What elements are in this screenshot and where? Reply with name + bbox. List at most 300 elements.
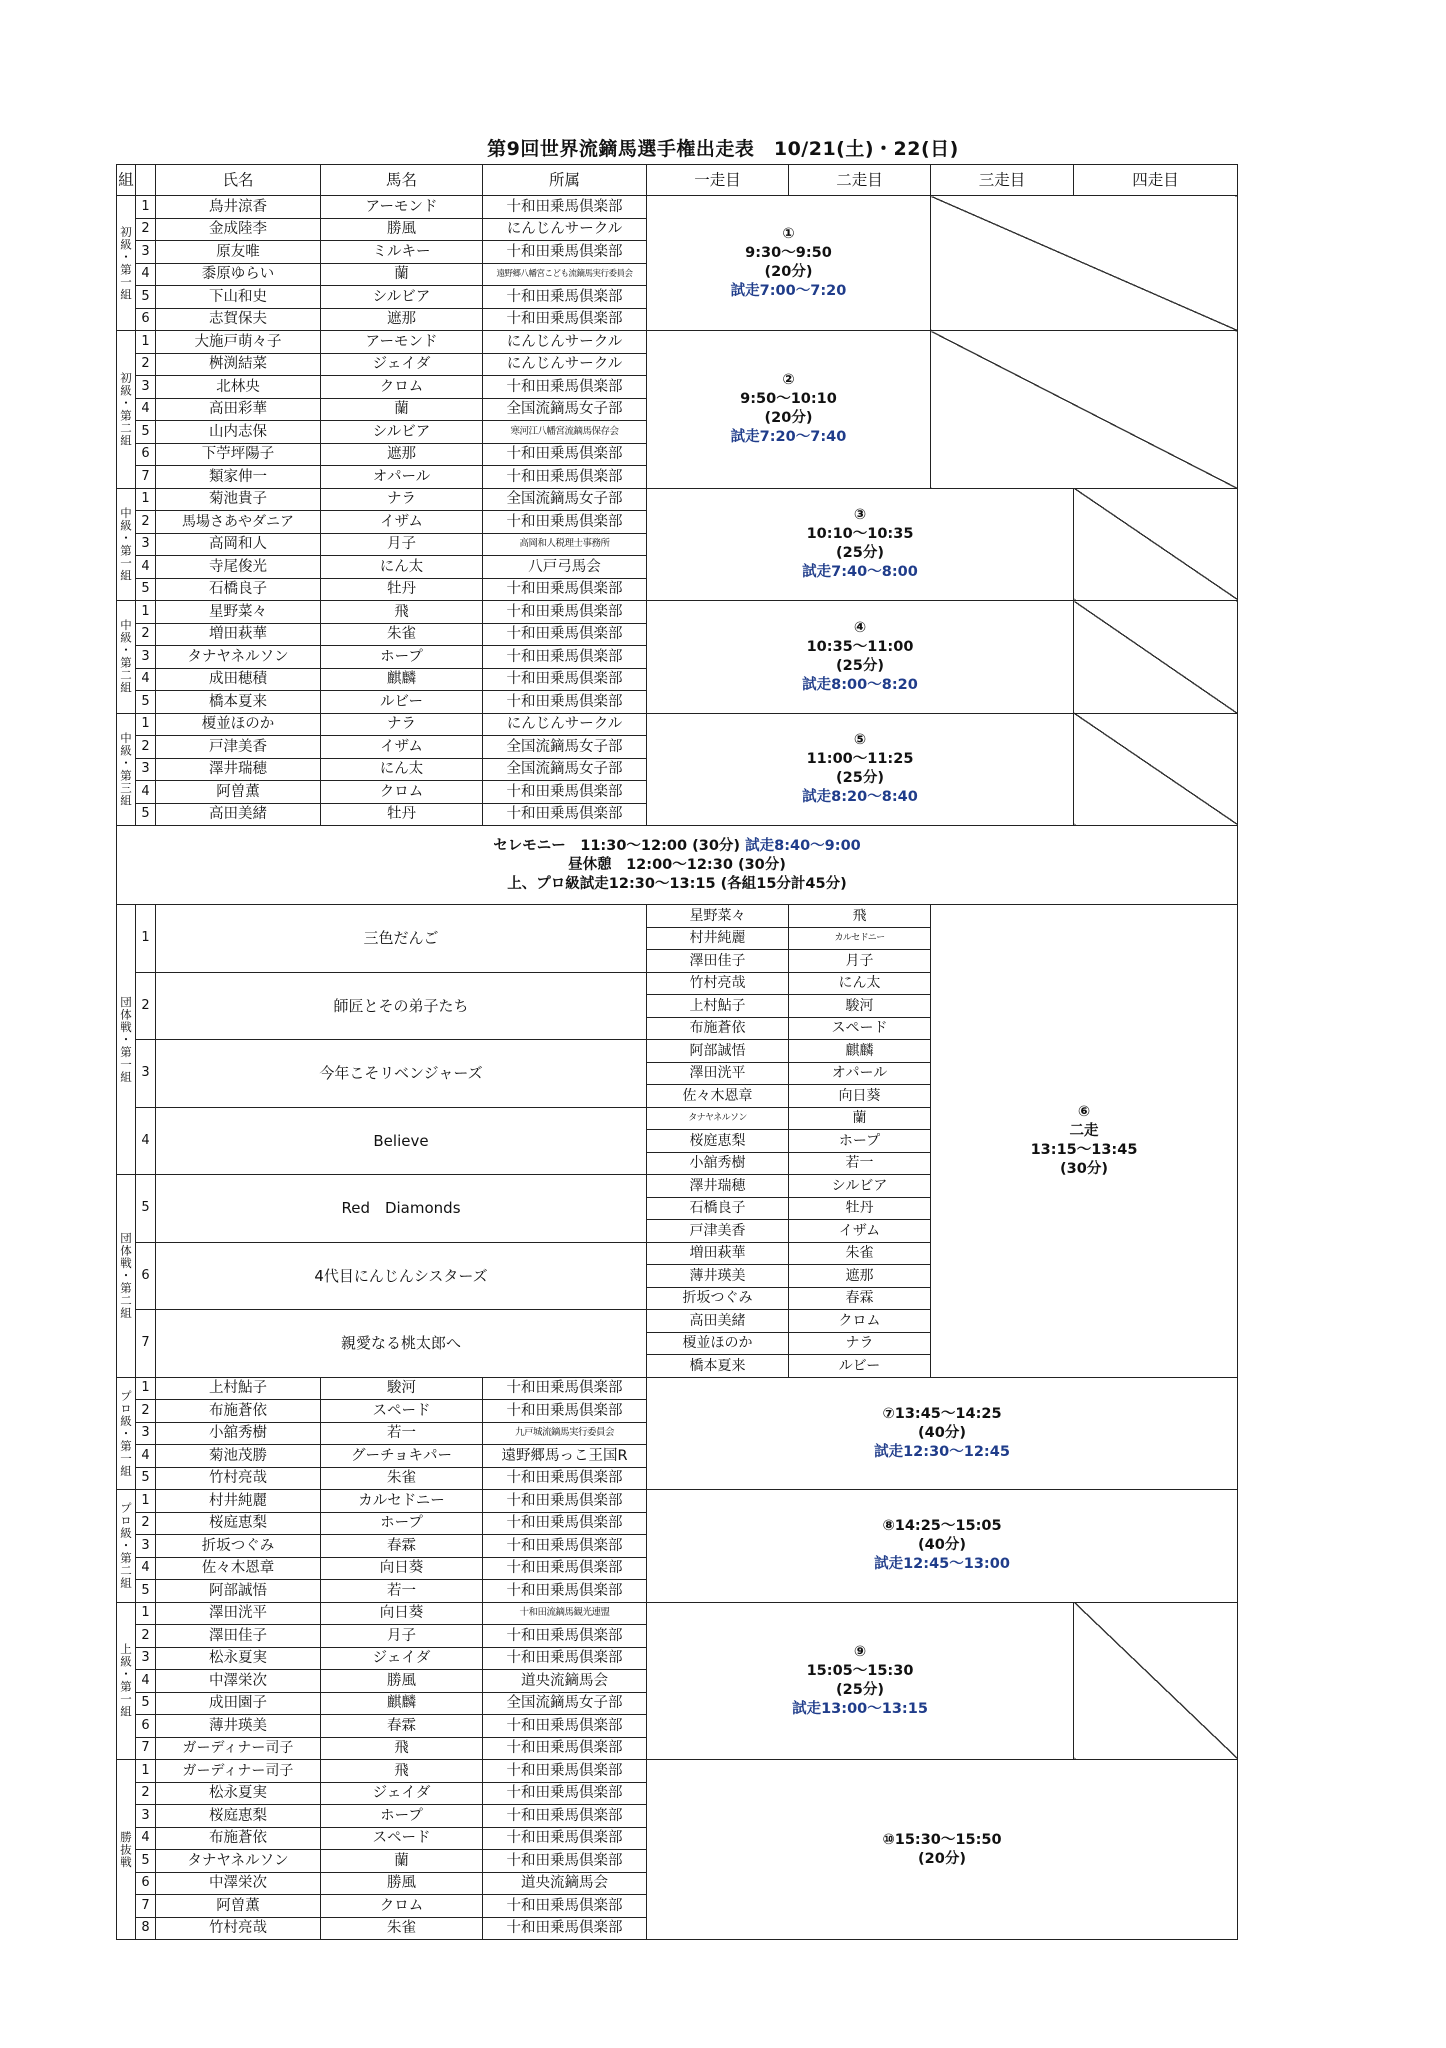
run-time: 15:05～15:30 bbox=[806, 1662, 914, 1679]
member-horse: シルビア bbox=[789, 1175, 931, 1198]
club-name: 十和田乗馬倶楽部 bbox=[483, 1535, 647, 1558]
member-horse: イザム bbox=[789, 1220, 931, 1243]
rider-name: ガーディナー司子 bbox=[156, 1760, 321, 1783]
rider-name: 黍原ゆらい bbox=[156, 263, 321, 286]
horse-name: 春霖 bbox=[321, 1715, 483, 1738]
rider-number: 2 bbox=[136, 1400, 156, 1423]
run-time: 13:15～13:45 bbox=[1030, 1141, 1138, 1158]
rider-number: 5 bbox=[136, 421, 156, 444]
rider-number: 2 bbox=[136, 218, 156, 241]
club-name: 十和田乗馬倶楽部 bbox=[483, 511, 647, 534]
club-name: 十和田乗馬倶楽部 bbox=[483, 803, 647, 826]
horse-name: にん太 bbox=[321, 758, 483, 781]
team-number: 3 bbox=[136, 1040, 156, 1108]
club-name: 十和田乗馬倶楽部 bbox=[483, 1467, 647, 1490]
horse-name: カルセドニー bbox=[321, 1490, 483, 1513]
rider-name: 竹村亮哉 bbox=[156, 1917, 321, 1940]
horse-name: 牡丹 bbox=[321, 803, 483, 826]
rider-name: 布施蒼依 bbox=[156, 1400, 321, 1423]
rider-name: 北林央 bbox=[156, 376, 321, 399]
rider-name: 澤田洸平 bbox=[156, 1602, 321, 1625]
horse-name: ホープ bbox=[321, 646, 483, 669]
table-row bbox=[117, 196, 1238, 219]
horse-name: 麒麟 bbox=[321, 668, 483, 691]
rider-name: 増田萩華 bbox=[156, 623, 321, 646]
rider-name: 菊池貴子 bbox=[156, 488, 321, 511]
member-horse: オパール bbox=[789, 1062, 931, 1085]
rider-number: 3 bbox=[136, 1805, 156, 1828]
rider-number: 2 bbox=[136, 511, 156, 534]
run-time: 10:10～10:35 bbox=[806, 526, 914, 543]
club-name: 十和田乗馬倶楽部 bbox=[483, 286, 647, 309]
horse-name: 麒麟 bbox=[321, 1692, 483, 1715]
run-time: ⑦13:45～14:25 bbox=[882, 1405, 1002, 1422]
club-name: 十和田乗馬倶楽部 bbox=[483, 578, 647, 601]
ceremony-cell bbox=[117, 826, 1238, 905]
horse-name: ナラ bbox=[321, 488, 483, 511]
member-name: 阿部誠悟 bbox=[647, 1040, 789, 1063]
horse-name: 飛 bbox=[321, 601, 483, 624]
club-name: 十和田乗馬倶楽部 bbox=[483, 376, 647, 399]
rider-number: 2 bbox=[136, 1782, 156, 1805]
run-time: ⑩15:30～15:50 bbox=[882, 1831, 1002, 1848]
rider-number: 4 bbox=[136, 668, 156, 691]
rider-number: 1 bbox=[136, 713, 156, 736]
member-name: 佐々木恩章 bbox=[647, 1085, 789, 1108]
rider-name: 松永夏実 bbox=[156, 1647, 321, 1670]
run-time: 9:30～9:50 bbox=[745, 245, 832, 261]
member-horse: ホープ bbox=[789, 1130, 931, 1153]
horse-name: シルビア bbox=[321, 421, 483, 444]
table-row bbox=[117, 601, 1238, 624]
member-name: 橋本夏来 bbox=[647, 1355, 789, 1378]
club-name: 遠野郷馬っこ王国R bbox=[483, 1445, 647, 1468]
table-row bbox=[117, 1377, 1238, 1400]
club-name: 十和田乗馬倶楽部 bbox=[483, 601, 647, 624]
rider-number: 6 bbox=[136, 308, 156, 331]
run-slot bbox=[647, 1602, 1074, 1760]
rider-name: 鳥井涼香 bbox=[156, 196, 321, 219]
member-name: 折坂つぐみ bbox=[647, 1287, 789, 1310]
club-name: 十和田乗馬倶楽部 bbox=[483, 691, 647, 714]
run-duration: (40分) bbox=[918, 1537, 966, 1554]
club-name: 十和田乗馬倶楽部 bbox=[483, 1580, 647, 1603]
horse-name: ジェイダ bbox=[321, 1782, 483, 1805]
member-name: 高田美緒 bbox=[647, 1310, 789, 1333]
rider-name: 竹村亮哉 bbox=[156, 1467, 321, 1490]
group-label: 初級・第二組 bbox=[117, 331, 136, 489]
rider-name: 高田美緒 bbox=[156, 803, 321, 826]
team-name: 三色だんご bbox=[156, 905, 647, 973]
lunch-break: 昼休憩 12:00～12:30 (30分) bbox=[568, 856, 786, 873]
rider-name: 松永夏実 bbox=[156, 1782, 321, 1805]
horse-name: シルビア bbox=[321, 286, 483, 309]
rider-number: 1 bbox=[136, 601, 156, 624]
rider-name: 桝渕結菜 bbox=[156, 353, 321, 376]
horse-name: スペード bbox=[321, 1827, 483, 1850]
horse-name: 向日葵 bbox=[321, 1602, 483, 1625]
member-horse: 遮那 bbox=[789, 1265, 931, 1288]
rider-number: 7 bbox=[136, 1895, 156, 1918]
club-name: 十和田乗馬倶楽部 bbox=[483, 646, 647, 669]
club-name: 十和田流鏑馬観光連盟 bbox=[483, 1602, 647, 1625]
team-name: Believe bbox=[156, 1107, 647, 1175]
horse-name: 朱雀 bbox=[321, 1467, 483, 1490]
horse-name: オパール bbox=[321, 466, 483, 489]
run-time: ⑧14:25～15:05 bbox=[882, 1518, 1002, 1535]
member-horse: 向日葵 bbox=[789, 1085, 931, 1108]
run-number: ⑨ bbox=[853, 1643, 867, 1660]
trial-time: 試走8:20～8:40 bbox=[802, 789, 918, 806]
member-name: 桜庭恵梨 bbox=[647, 1130, 789, 1153]
rider-number: 2 bbox=[136, 1512, 156, 1535]
run-number: ④ bbox=[853, 619, 867, 636]
rider-number: 5 bbox=[136, 691, 156, 714]
club-name: にんじんサークル bbox=[483, 331, 647, 354]
rider-name: 桜庭恵梨 bbox=[156, 1805, 321, 1828]
ceremony-row bbox=[117, 826, 1238, 905]
run-slot bbox=[647, 196, 931, 331]
rider-number: 5 bbox=[136, 1850, 156, 1873]
club-name: 全国流鏑馬女子部 bbox=[483, 758, 647, 781]
rider-number: 3 bbox=[136, 376, 156, 399]
club-name: 十和田乗馬倶楽部 bbox=[483, 781, 647, 804]
horse-name: 若一 bbox=[321, 1422, 483, 1445]
member-name: 戸津美香 bbox=[647, 1220, 789, 1243]
club-name: 全国流鏑馬女子部 bbox=[483, 398, 647, 421]
team-row bbox=[117, 905, 1238, 928]
rider-number: 1 bbox=[136, 488, 156, 511]
horse-name: 朱雀 bbox=[321, 1917, 483, 1940]
run-time: 10:35～11:00 bbox=[806, 638, 914, 655]
horse-name: 月子 bbox=[321, 1625, 483, 1648]
rider-name: 成田穂積 bbox=[156, 668, 321, 691]
rider-name: 寺尾俊光 bbox=[156, 556, 321, 579]
rider-number: 2 bbox=[136, 1625, 156, 1648]
horse-name: にん太 bbox=[321, 556, 483, 579]
header-cell: 一走目 bbox=[647, 165, 789, 196]
header-cell: 馬名 bbox=[321, 165, 483, 196]
header-cell: 三走目 bbox=[931, 165, 1074, 196]
horse-name: 牡丹 bbox=[321, 578, 483, 601]
rider-number: 1 bbox=[136, 331, 156, 354]
rider-number: 1 bbox=[136, 1760, 156, 1783]
horse-name: 勝風 bbox=[321, 1872, 483, 1895]
rider-number: 3 bbox=[136, 533, 156, 556]
member-name: 布施蒼依 bbox=[647, 1017, 789, 1040]
header-cell bbox=[136, 165, 156, 196]
rider-number: 5 bbox=[136, 1692, 156, 1715]
horse-name: ルビー bbox=[321, 691, 483, 714]
team-number: 4 bbox=[136, 1107, 156, 1175]
member-name: 小舘秀樹 bbox=[647, 1152, 789, 1175]
club-name: 十和田乗馬倶楽部 bbox=[483, 1737, 647, 1760]
horse-name: スペード bbox=[321, 1400, 483, 1423]
rider-name: 澤田佳子 bbox=[156, 1625, 321, 1648]
team-number: 7 bbox=[136, 1310, 156, 1378]
club-name: 高岡和人税理士事務所 bbox=[483, 533, 647, 556]
member-horse: クロム bbox=[789, 1310, 931, 1333]
run-number: ⑥ bbox=[1077, 1103, 1091, 1120]
horse-name: 飛 bbox=[321, 1737, 483, 1760]
rider-number: 4 bbox=[136, 1445, 156, 1468]
rider-name: 佐々木恩章 bbox=[156, 1557, 321, 1580]
member-horse: カルセドニー bbox=[789, 927, 931, 950]
rider-number: 1 bbox=[136, 1602, 156, 1625]
horse-name: ナラ bbox=[321, 713, 483, 736]
table-row bbox=[117, 1602, 1238, 1625]
group-label: 団体戦・第一組 bbox=[117, 905, 136, 1175]
run-duration: (40分) bbox=[918, 1424, 966, 1441]
horse-name: 蘭 bbox=[321, 263, 483, 286]
member-horse: 若一 bbox=[789, 1152, 931, 1175]
run-duration: (30分) bbox=[1060, 1160, 1108, 1177]
member-horse: 月子 bbox=[789, 950, 931, 973]
club-name: 遠野郷八幡宮こども流鏑馬実行委員会 bbox=[483, 263, 647, 286]
club-name: 十和田乗馬倶楽部 bbox=[483, 1827, 647, 1850]
horse-name: クロム bbox=[321, 376, 483, 399]
run-number: ⑤ bbox=[853, 732, 867, 749]
header-row bbox=[117, 165, 1238, 196]
member-name: 澤田佳子 bbox=[647, 950, 789, 973]
club-name: 十和田乗馬倶楽部 bbox=[483, 1917, 647, 1940]
group-label: 中級・第一組 bbox=[117, 488, 136, 601]
run-number: ① bbox=[782, 226, 795, 242]
run-duration: (20分) bbox=[764, 264, 813, 280]
rider-name: タナヤネルソン bbox=[156, 646, 321, 669]
rider-number: 5 bbox=[136, 286, 156, 309]
table-row bbox=[117, 1490, 1238, 1513]
member-horse: ナラ bbox=[789, 1332, 931, 1355]
run-duration: (25分) bbox=[836, 770, 884, 787]
pro-trial-note: 上、プロ級試走12:30～13:15 (各組15分計45分) bbox=[507, 875, 847, 892]
club-name: 八戸弓馬会 bbox=[483, 556, 647, 579]
club-name: 十和田乗馬倶楽部 bbox=[483, 1760, 647, 1783]
member-horse: にん太 bbox=[789, 972, 931, 995]
rider-number: 1 bbox=[136, 196, 156, 219]
rider-number: 4 bbox=[136, 398, 156, 421]
member-horse: 蘭 bbox=[789, 1107, 931, 1130]
rider-name: 上村鮎子 bbox=[156, 1377, 321, 1400]
trial-time: 試走8:00～8:20 bbox=[802, 676, 918, 693]
rider-number: 2 bbox=[136, 353, 156, 376]
ceremony-trial: 試走8:40～9:00 bbox=[745, 837, 861, 854]
run-number: ② bbox=[782, 372, 795, 389]
rider-number: 3 bbox=[136, 1535, 156, 1558]
rider-name: 類家伸一 bbox=[156, 466, 321, 489]
club-name: 十和田乗馬倶楽部 bbox=[483, 1805, 647, 1828]
club-name: 十和田乗馬倶楽部 bbox=[483, 1647, 647, 1670]
run-time: 9:50～10:10 bbox=[740, 391, 837, 408]
rider-number: 3 bbox=[136, 758, 156, 781]
team-name: 4代目にんじんシスターズ bbox=[156, 1242, 647, 1310]
rider-name: 成田園子 bbox=[156, 1692, 321, 1715]
rider-name: 阿曽薫 bbox=[156, 781, 321, 804]
team-name: Red Diamonds bbox=[156, 1175, 647, 1243]
header-cell: 四走目 bbox=[1074, 165, 1238, 196]
member-name: 澤井瑞穂 bbox=[647, 1175, 789, 1198]
group-label: 中級・第二組 bbox=[117, 601, 136, 714]
horse-name: ミルキー bbox=[321, 241, 483, 264]
rider-name: 榎並ほのか bbox=[156, 713, 321, 736]
rider-name: 高田彩華 bbox=[156, 398, 321, 421]
horse-name: 若一 bbox=[321, 1580, 483, 1603]
member-horse: 朱雀 bbox=[789, 1242, 931, 1265]
team-number: 5 bbox=[136, 1175, 156, 1243]
club-name: 十和田乗馬倶楽部 bbox=[483, 1377, 647, 1400]
team-number: 1 bbox=[136, 905, 156, 973]
club-name: 十和田乗馬倶楽部 bbox=[483, 1850, 647, 1873]
club-name: 十和田乗馬倶楽部 bbox=[483, 196, 647, 219]
empty-run-slot bbox=[931, 331, 1238, 489]
club-name: 全国流鏑馬女子部 bbox=[483, 736, 647, 759]
empty-run-slot bbox=[1074, 601, 1238, 714]
horse-name: 飛 bbox=[321, 1760, 483, 1783]
rider-name: 石橋良子 bbox=[156, 578, 321, 601]
rider-name: 星野菜々 bbox=[156, 601, 321, 624]
run-time: 11:00～11:25 bbox=[806, 751, 914, 768]
run-slot bbox=[647, 1377, 1238, 1490]
team-run-slot bbox=[931, 905, 1238, 1378]
member-name: 増田萩華 bbox=[647, 1242, 789, 1265]
header-cell: 所属 bbox=[483, 165, 647, 196]
rider-number: 4 bbox=[136, 556, 156, 579]
member-horse: 春霖 bbox=[789, 1287, 931, 1310]
run-duration: (20分) bbox=[764, 410, 813, 427]
horse-name: イザム bbox=[321, 511, 483, 534]
team-name: 師匠とその弟子たち bbox=[156, 972, 647, 1040]
horse-name: ジェイダ bbox=[321, 1647, 483, 1670]
horse-name: ホープ bbox=[321, 1805, 483, 1828]
group-label: プロ級・第一組 bbox=[117, 1377, 136, 1490]
horse-name: 蘭 bbox=[321, 398, 483, 421]
rider-number: 5 bbox=[136, 1467, 156, 1490]
rider-name: 下山和史 bbox=[156, 286, 321, 309]
header-cell: 二走目 bbox=[789, 165, 931, 196]
run-slot bbox=[647, 601, 1074, 714]
rider-number: 2 bbox=[136, 623, 156, 646]
rider-name: 山内志保 bbox=[156, 421, 321, 444]
rider-name: 布施蒼依 bbox=[156, 1827, 321, 1850]
horse-name: アーモンド bbox=[321, 196, 483, 219]
ceremony-time: セレモニー 11:30～12:00 (30分) bbox=[493, 837, 741, 854]
run-number: ③ bbox=[853, 507, 867, 524]
run-label: 二走 bbox=[1069, 1122, 1099, 1139]
club-name: 十和田乗馬倶楽部 bbox=[483, 1782, 647, 1805]
rider-name: 澤井瑞穂 bbox=[156, 758, 321, 781]
member-horse: 駿河 bbox=[789, 995, 931, 1018]
horse-name: 向日葵 bbox=[321, 1557, 483, 1580]
member-horse: 飛 bbox=[789, 905, 931, 928]
member-horse: 牡丹 bbox=[789, 1197, 931, 1220]
club-name: 十和田乗馬倶楽部 bbox=[483, 466, 647, 489]
empty-run-slot bbox=[1074, 713, 1238, 826]
club-name: 道央流鏑馬会 bbox=[483, 1872, 647, 1895]
horse-name: ジェイダ bbox=[321, 353, 483, 376]
rider-name: 大施戸萌々子 bbox=[156, 331, 321, 354]
club-name: 十和田乗馬倶楽部 bbox=[483, 1557, 647, 1580]
horse-name: クロム bbox=[321, 1895, 483, 1918]
run-slot bbox=[647, 488, 1074, 601]
member-name: タナヤネルソン bbox=[647, 1107, 789, 1130]
club-name: 十和田乗馬倶楽部 bbox=[483, 1490, 647, 1513]
rider-name: ガーディナー司子 bbox=[156, 1737, 321, 1760]
empty-run-slot bbox=[1074, 1602, 1238, 1760]
member-name: 星野菜々 bbox=[647, 905, 789, 928]
horse-name: 月子 bbox=[321, 533, 483, 556]
table-row bbox=[117, 713, 1238, 736]
member-name: 竹村亮哉 bbox=[647, 972, 789, 995]
rider-name: 馬場さあやダニア bbox=[156, 511, 321, 534]
club-name: 十和田乗馬倶楽部 bbox=[483, 1400, 647, 1423]
rider-number: 3 bbox=[136, 241, 156, 264]
rider-number: 3 bbox=[136, 1647, 156, 1670]
trial-time: 試走7:00～7:20 bbox=[730, 283, 847, 299]
empty-run-slot bbox=[1074, 488, 1238, 601]
group-label: 団体戦・第二組 bbox=[117, 1175, 136, 1378]
rider-number: 5 bbox=[136, 1580, 156, 1603]
rider-number: 7 bbox=[136, 1737, 156, 1760]
group-label: 初級・第一組 bbox=[117, 196, 136, 331]
group-label: 勝抜戦 bbox=[117, 1760, 136, 1940]
rider-number: 4 bbox=[136, 263, 156, 286]
club-name: 十和田乗馬倶楽部 bbox=[483, 308, 647, 331]
schedule-table bbox=[116, 164, 1238, 1940]
club-name: 寒河江八幡宮流鏑馬保存会 bbox=[483, 421, 647, 444]
rider-number: 3 bbox=[136, 1422, 156, 1445]
header-cell: 氏名 bbox=[156, 165, 321, 196]
horse-name: ホープ bbox=[321, 1512, 483, 1535]
member-name: 薄井瑛美 bbox=[647, 1265, 789, 1288]
horse-name: 勝風 bbox=[321, 218, 483, 241]
page-title: 第9回世界流鏑馬選手権出走表 10/21(土)・22(日) bbox=[487, 138, 959, 160]
team-name: 今年こそリベンジャーズ bbox=[156, 1040, 647, 1108]
team-number: 2 bbox=[136, 972, 156, 1040]
rider-name: 阿部誠悟 bbox=[156, 1580, 321, 1603]
rider-name: 戸津美香 bbox=[156, 736, 321, 759]
horse-name: グーチョキパー bbox=[321, 1445, 483, 1468]
rider-name: 高岡和人 bbox=[156, 533, 321, 556]
member-horse: ルビー bbox=[789, 1355, 931, 1378]
club-name: 十和田乗馬倶楽部 bbox=[483, 443, 647, 466]
trial-time: 試走12:45～13:00 bbox=[874, 1556, 1010, 1573]
club-name: にんじんサークル bbox=[483, 713, 647, 736]
rider-number: 1 bbox=[136, 1377, 156, 1400]
horse-name: 遮那 bbox=[321, 443, 483, 466]
run-duration: (25分) bbox=[836, 1681, 884, 1698]
run-duration: (25分) bbox=[836, 657, 884, 674]
table-row bbox=[117, 488, 1238, 511]
horse-name: 駿河 bbox=[321, 1377, 483, 1400]
club-name: 全国流鏑馬女子部 bbox=[483, 488, 647, 511]
horse-name: 春霖 bbox=[321, 1535, 483, 1558]
rider-name: 折坂つぐみ bbox=[156, 1535, 321, 1558]
run-duration: (20分) bbox=[918, 1850, 966, 1867]
trial-time: 試走7:40～8:00 bbox=[802, 564, 918, 581]
horse-name: 遮那 bbox=[321, 308, 483, 331]
rider-number: 5 bbox=[136, 578, 156, 601]
group-label: 上級・第一組 bbox=[117, 1602, 136, 1760]
club-name: 十和田乗馬倶楽部 bbox=[483, 1625, 647, 1648]
run-slot bbox=[647, 713, 1074, 826]
rider-number: 6 bbox=[136, 1872, 156, 1895]
rider-name: 阿曽薫 bbox=[156, 1895, 321, 1918]
run-slot bbox=[647, 1760, 1238, 1940]
club-name: 十和田乗馬倶楽部 bbox=[483, 1512, 647, 1535]
rider-name: 中澤栄次 bbox=[156, 1670, 321, 1693]
rider-number: 7 bbox=[136, 466, 156, 489]
member-horse: 麒麟 bbox=[789, 1040, 931, 1063]
